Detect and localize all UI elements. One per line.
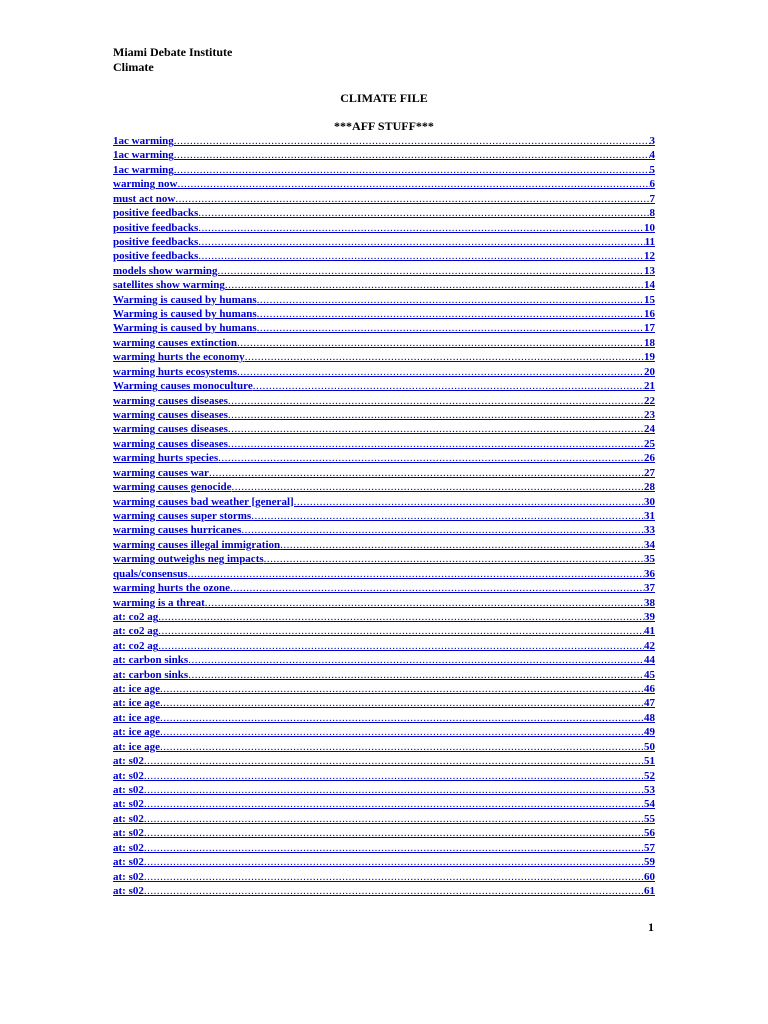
toc-entry-page: 17 <box>644 322 655 335</box>
toc-entry-label: warming hurts the economy <box>113 351 245 364</box>
toc-entry-link[interactable] <box>113 466 655 480</box>
toc-dot-leader <box>228 408 644 422</box>
toc-dot-leader <box>257 321 644 335</box>
toc-entry-link[interactable] <box>113 480 655 494</box>
toc-entry-label: Warming is caused by humans <box>113 322 257 335</box>
toc-dot-leader <box>230 581 644 595</box>
institute-name: Miami Debate Institute <box>113 45 233 59</box>
toc-dot-leader <box>144 754 644 768</box>
toc-dot-leader <box>175 192 649 206</box>
toc-entry-page: 35 <box>644 553 655 566</box>
toc-entry-link[interactable] <box>113 422 655 436</box>
toc-entry-link[interactable] <box>113 235 655 249</box>
toc-dot-leader <box>177 177 649 191</box>
toc-entry-label: warming hurts the ozone <box>113 582 231 595</box>
toc-dot-leader <box>158 639 644 653</box>
table-of-contents <box>113 134 655 898</box>
toc-dot-leader <box>160 682 644 696</box>
toc-entry-page: 20 <box>644 365 655 378</box>
toc-entry-label: at: s02 <box>113 783 144 796</box>
toc-entry-page: 42 <box>644 639 655 652</box>
toc-entry-page: 27 <box>644 466 655 479</box>
toc-entry-link[interactable] <box>113 567 655 581</box>
toc-entry-label: must act now <box>113 192 176 205</box>
toc-entry-page: 28 <box>644 481 655 494</box>
page-number: 1 <box>648 920 654 934</box>
toc-entry-label: warming causes diseases <box>113 394 228 407</box>
toc-entry-label: at: co2 ag <box>113 610 159 623</box>
toc-dot-leader <box>158 624 644 638</box>
toc-entry-label: at: ice age <box>113 726 161 739</box>
toc-entry-label: at: s02 <box>113 884 144 897</box>
toc-entry-page: 16 <box>644 308 655 321</box>
toc-entry-page: 3 <box>649 135 655 147</box>
toc-dot-leader <box>174 163 650 177</box>
toc-entry-link[interactable] <box>113 653 655 667</box>
toc-dot-leader <box>280 538 644 552</box>
toc-dot-leader <box>218 264 644 278</box>
toc-entry-link[interactable] <box>113 177 655 191</box>
toc-entry-link[interactable] <box>113 221 655 235</box>
toc-entry-page: 52 <box>644 769 655 782</box>
toc-entry-page: 39 <box>644 610 655 623</box>
subject-name: Climate <box>113 60 154 74</box>
toc-entry-page: 11 <box>644 235 655 248</box>
toc-entry-link[interactable] <box>113 696 655 710</box>
toc-entry-link[interactable] <box>113 783 655 797</box>
toc-dot-leader <box>209 466 644 480</box>
toc-entry-label: at: s02 <box>113 841 144 854</box>
toc-entry-page: 36 <box>644 567 655 580</box>
file-title: CLIMATE FILE <box>340 91 428 105</box>
toc-entry-page: 4 <box>649 149 655 162</box>
toc-entry-link[interactable] <box>113 134 655 148</box>
toc-entry-label: 1ac warming <box>113 163 174 176</box>
toc-entry-page: 54 <box>644 798 655 811</box>
toc-dot-leader <box>218 451 644 465</box>
toc-entry-label: warming causes illegal immigration <box>113 538 281 551</box>
toc-entry-label: positive feedbacks <box>113 221 199 234</box>
toc-entry-page: 41 <box>644 625 655 638</box>
toc-dot-leader <box>237 365 644 379</box>
toc-entry-label: warming causes hurricanes <box>113 524 242 537</box>
toc-entry-link[interactable] <box>113 350 655 364</box>
toc-entry-link[interactable] <box>113 394 655 408</box>
toc-dot-leader <box>205 596 644 610</box>
toc-entry-label: Warming causes monoculture <box>113 380 253 393</box>
toc-dot-leader <box>198 206 649 220</box>
toc-entry-label: at: carbon sinks <box>113 654 189 667</box>
toc-entry-link[interactable] <box>113 740 655 754</box>
toc-entry-link[interactable] <box>113 163 655 177</box>
toc-entry-page: 23 <box>644 409 655 422</box>
toc-entry-link[interactable] <box>113 321 655 335</box>
toc-entry-page: 14 <box>644 279 655 292</box>
toc-entry-link[interactable] <box>113 639 655 653</box>
toc-entry-label: warming hurts species <box>113 452 219 465</box>
toc-dot-leader <box>253 379 644 393</box>
toc-entry-page: 34 <box>644 538 655 551</box>
toc-entry-label: 1ac warming <box>113 149 174 162</box>
toc-dot-leader <box>264 552 644 566</box>
toc-entry-page: 46 <box>644 683 655 696</box>
toc-entry-page: 15 <box>644 293 655 306</box>
toc-entry-label: at: s02 <box>113 870 144 883</box>
toc-entry-label: positive feedbacks <box>113 207 199 220</box>
toc-entry-label: warming causes war <box>113 466 209 479</box>
toc-entry-page: 56 <box>644 827 655 840</box>
toc-entry-label: warming causes genocide <box>113 481 232 494</box>
toc-entry-page: 50 <box>644 740 655 753</box>
toc-entry-label: warming causes bad weather [general] <box>113 495 294 508</box>
toc-dot-leader <box>144 841 644 855</box>
toc-entry-page: 10 <box>644 221 655 234</box>
toc-dot-leader <box>174 148 650 162</box>
toc-dot-leader <box>257 307 644 321</box>
toc-dot-leader <box>198 221 644 235</box>
toc-dot-leader <box>232 480 644 494</box>
toc-entry-label: warming causes diseases <box>113 423 228 436</box>
toc-entry-label: at: s02 <box>113 812 144 825</box>
toc-entry-label: at: s02 <box>113 856 144 869</box>
toc-entry-page: 51 <box>644 755 655 768</box>
toc-dot-leader <box>144 826 644 840</box>
toc-entry-page: 18 <box>644 336 655 349</box>
toc-entry-page: 31 <box>644 509 655 522</box>
toc-dot-leader <box>228 394 644 408</box>
toc-dot-leader <box>160 725 644 739</box>
toc-entry-label: warming now <box>113 178 178 191</box>
toc-entry-label: at: co2 ag <box>113 639 159 652</box>
toc-entry-link[interactable] <box>113 365 655 379</box>
toc-entry-link[interactable] <box>113 451 655 465</box>
toc-entry-label: quals/consensus <box>113 567 188 580</box>
toc-entry-label: Warming is caused by humans <box>113 293 257 306</box>
toc-entry-label: at: s02 <box>113 827 144 840</box>
toc-dot-leader <box>160 711 644 725</box>
toc-entry-page: 53 <box>644 783 655 796</box>
toc-dot-leader <box>228 422 644 436</box>
toc-entry-page: 45 <box>644 668 655 681</box>
toc-dot-leader <box>144 884 644 898</box>
toc-entry-label: warming causes super storms <box>113 509 252 522</box>
toc-dot-leader <box>188 567 644 581</box>
toc-entry-link[interactable] <box>113 581 655 595</box>
toc-dot-leader <box>294 495 644 509</box>
toc-entry-page: 38 <box>644 596 655 609</box>
toc-entry-link[interactable] <box>113 841 655 855</box>
toc-entry-link[interactable] <box>113 596 655 610</box>
toc-entry-link[interactable] <box>113 624 655 638</box>
toc-entry-page: 24 <box>644 423 655 436</box>
toc-entry-link[interactable] <box>113 336 655 350</box>
toc-entry-label: positive feedbacks <box>113 250 199 263</box>
toc-entry-page: 7 <box>649 192 655 205</box>
toc-dot-leader <box>237 336 644 350</box>
toc-dot-leader <box>144 783 644 797</box>
toc-dot-leader <box>245 350 644 364</box>
toc-entry-page: 5 <box>649 163 655 176</box>
toc-entry-link[interactable] <box>113 754 655 768</box>
toc-entry-page: 22 <box>644 394 655 407</box>
toc-entry-link[interactable] <box>113 293 655 307</box>
toc-entry-label: warming outweighs neg impacts <box>113 553 264 566</box>
toc-entry-link[interactable] <box>113 206 655 220</box>
toc-entry-label: at: ice age <box>113 683 161 696</box>
toc-entry-label: models show warming <box>113 264 218 277</box>
toc-entry-link[interactable] <box>113 797 655 811</box>
toc-entry-link[interactable] <box>113 884 655 898</box>
toc-entry-label: at: s02 <box>113 798 144 811</box>
toc-dot-leader <box>225 278 644 292</box>
toc-entry-label: at: s02 <box>113 769 144 782</box>
toc-dot-leader <box>144 797 644 811</box>
toc-entry-link[interactable] <box>113 870 655 884</box>
toc-entry-label: warming causes diseases <box>113 437 228 450</box>
toc-entry-label: warming hurts ecosystems <box>113 365 238 378</box>
toc-entry-link[interactable] <box>113 307 655 321</box>
toc-entry-link[interactable] <box>113 769 655 783</box>
toc-entry-page: 33 <box>644 524 655 537</box>
toc-entry-link[interactable] <box>113 725 655 739</box>
toc-entry-link[interactable] <box>113 495 655 509</box>
toc-dot-leader <box>257 293 644 307</box>
toc-dot-leader <box>144 870 644 884</box>
toc-dot-leader <box>144 855 644 869</box>
toc-dot-leader <box>160 740 644 754</box>
toc-entry-link[interactable] <box>113 408 655 422</box>
toc-entry-label: at: ice age <box>113 740 161 753</box>
toc-entry-label: satellites show warming <box>113 279 225 292</box>
toc-entry-link[interactable] <box>113 610 655 624</box>
toc-entry-link[interactable] <box>113 682 655 696</box>
toc-entry-page: 37 <box>644 582 655 595</box>
toc-entry-page: 26 <box>644 452 655 465</box>
toc-dot-leader <box>160 696 644 710</box>
section-title: ***AFF STUFF*** <box>334 119 434 133</box>
toc-entry-label: at: ice age <box>113 697 161 710</box>
toc-entry-page: 19 <box>644 351 655 364</box>
toc-dot-leader <box>174 134 650 148</box>
toc-entry-page: 59 <box>644 856 655 869</box>
toc-entry-link[interactable] <box>113 379 655 393</box>
toc-entry-page: 49 <box>644 726 655 739</box>
toc-dot-leader <box>144 769 644 783</box>
toc-entry-page: 8 <box>649 207 655 220</box>
toc-entry-link[interactable] <box>113 249 655 263</box>
toc-dot-leader <box>198 235 644 249</box>
toc-entry-link[interactable] <box>113 711 655 725</box>
toc-entry-page: 12 <box>644 250 655 263</box>
toc-entry-label: warming causes extinction <box>113 336 238 349</box>
toc-entry-link[interactable] <box>113 278 655 292</box>
toc-entry-label: 1ac warming <box>113 135 174 147</box>
toc-entry-page: 6 <box>649 178 655 191</box>
toc-entry-link[interactable] <box>113 855 655 869</box>
toc-entry-page: 13 <box>644 264 655 277</box>
toc-entry-page: 57 <box>644 841 655 854</box>
toc-entry-page: 60 <box>644 870 655 883</box>
toc-dot-leader <box>251 509 644 523</box>
toc-entry-label: at: ice age <box>113 711 161 724</box>
document-header <box>113 45 232 75</box>
toc-entry-page: 47 <box>644 697 655 710</box>
toc-entry-page: 61 <box>644 884 655 897</box>
toc-dot-leader <box>158 610 644 624</box>
toc-entry-link[interactable] <box>113 668 655 682</box>
toc-entry-label: at: co2 ag <box>113 625 159 638</box>
toc-dot-leader <box>241 523 644 537</box>
toc-entry-link[interactable] <box>113 148 655 162</box>
toc-entry-label: at: s02 <box>113 755 144 768</box>
toc-entry-link[interactable] <box>113 812 655 826</box>
toc-entry-link[interactable] <box>113 538 655 552</box>
toc-entry-link[interactable] <box>113 552 655 566</box>
toc-entry-page: 48 <box>644 711 655 724</box>
toc-entry-label: warming is a threat <box>113 596 205 609</box>
toc-entry-label: positive feedbacks <box>113 235 199 248</box>
toc-entry-link[interactable] <box>113 509 655 523</box>
toc-dot-leader <box>144 812 644 826</box>
toc-entry-label: warming causes diseases <box>113 409 228 422</box>
toc-dot-leader <box>228 437 644 451</box>
toc-entry-page: 55 <box>644 812 655 825</box>
toc-dot-leader <box>188 653 644 667</box>
toc-entry-label: Warming is caused by humans <box>113 308 257 321</box>
toc-entry-page: 44 <box>644 654 655 667</box>
toc-entry-link[interactable] <box>113 192 655 206</box>
toc-entry-page: 30 <box>644 495 655 508</box>
toc-entry-link[interactable] <box>113 264 655 278</box>
toc-entry-link[interactable] <box>113 826 655 840</box>
toc-dot-leader <box>188 668 644 682</box>
toc-entry-label: at: carbon sinks <box>113 668 189 681</box>
toc-entry-link[interactable] <box>113 523 655 537</box>
toc-entry-page: 25 <box>644 437 655 450</box>
toc-entry-link[interactable] <box>113 437 655 451</box>
toc-dot-leader <box>198 249 644 263</box>
toc-entry-page: 21 <box>644 380 655 393</box>
